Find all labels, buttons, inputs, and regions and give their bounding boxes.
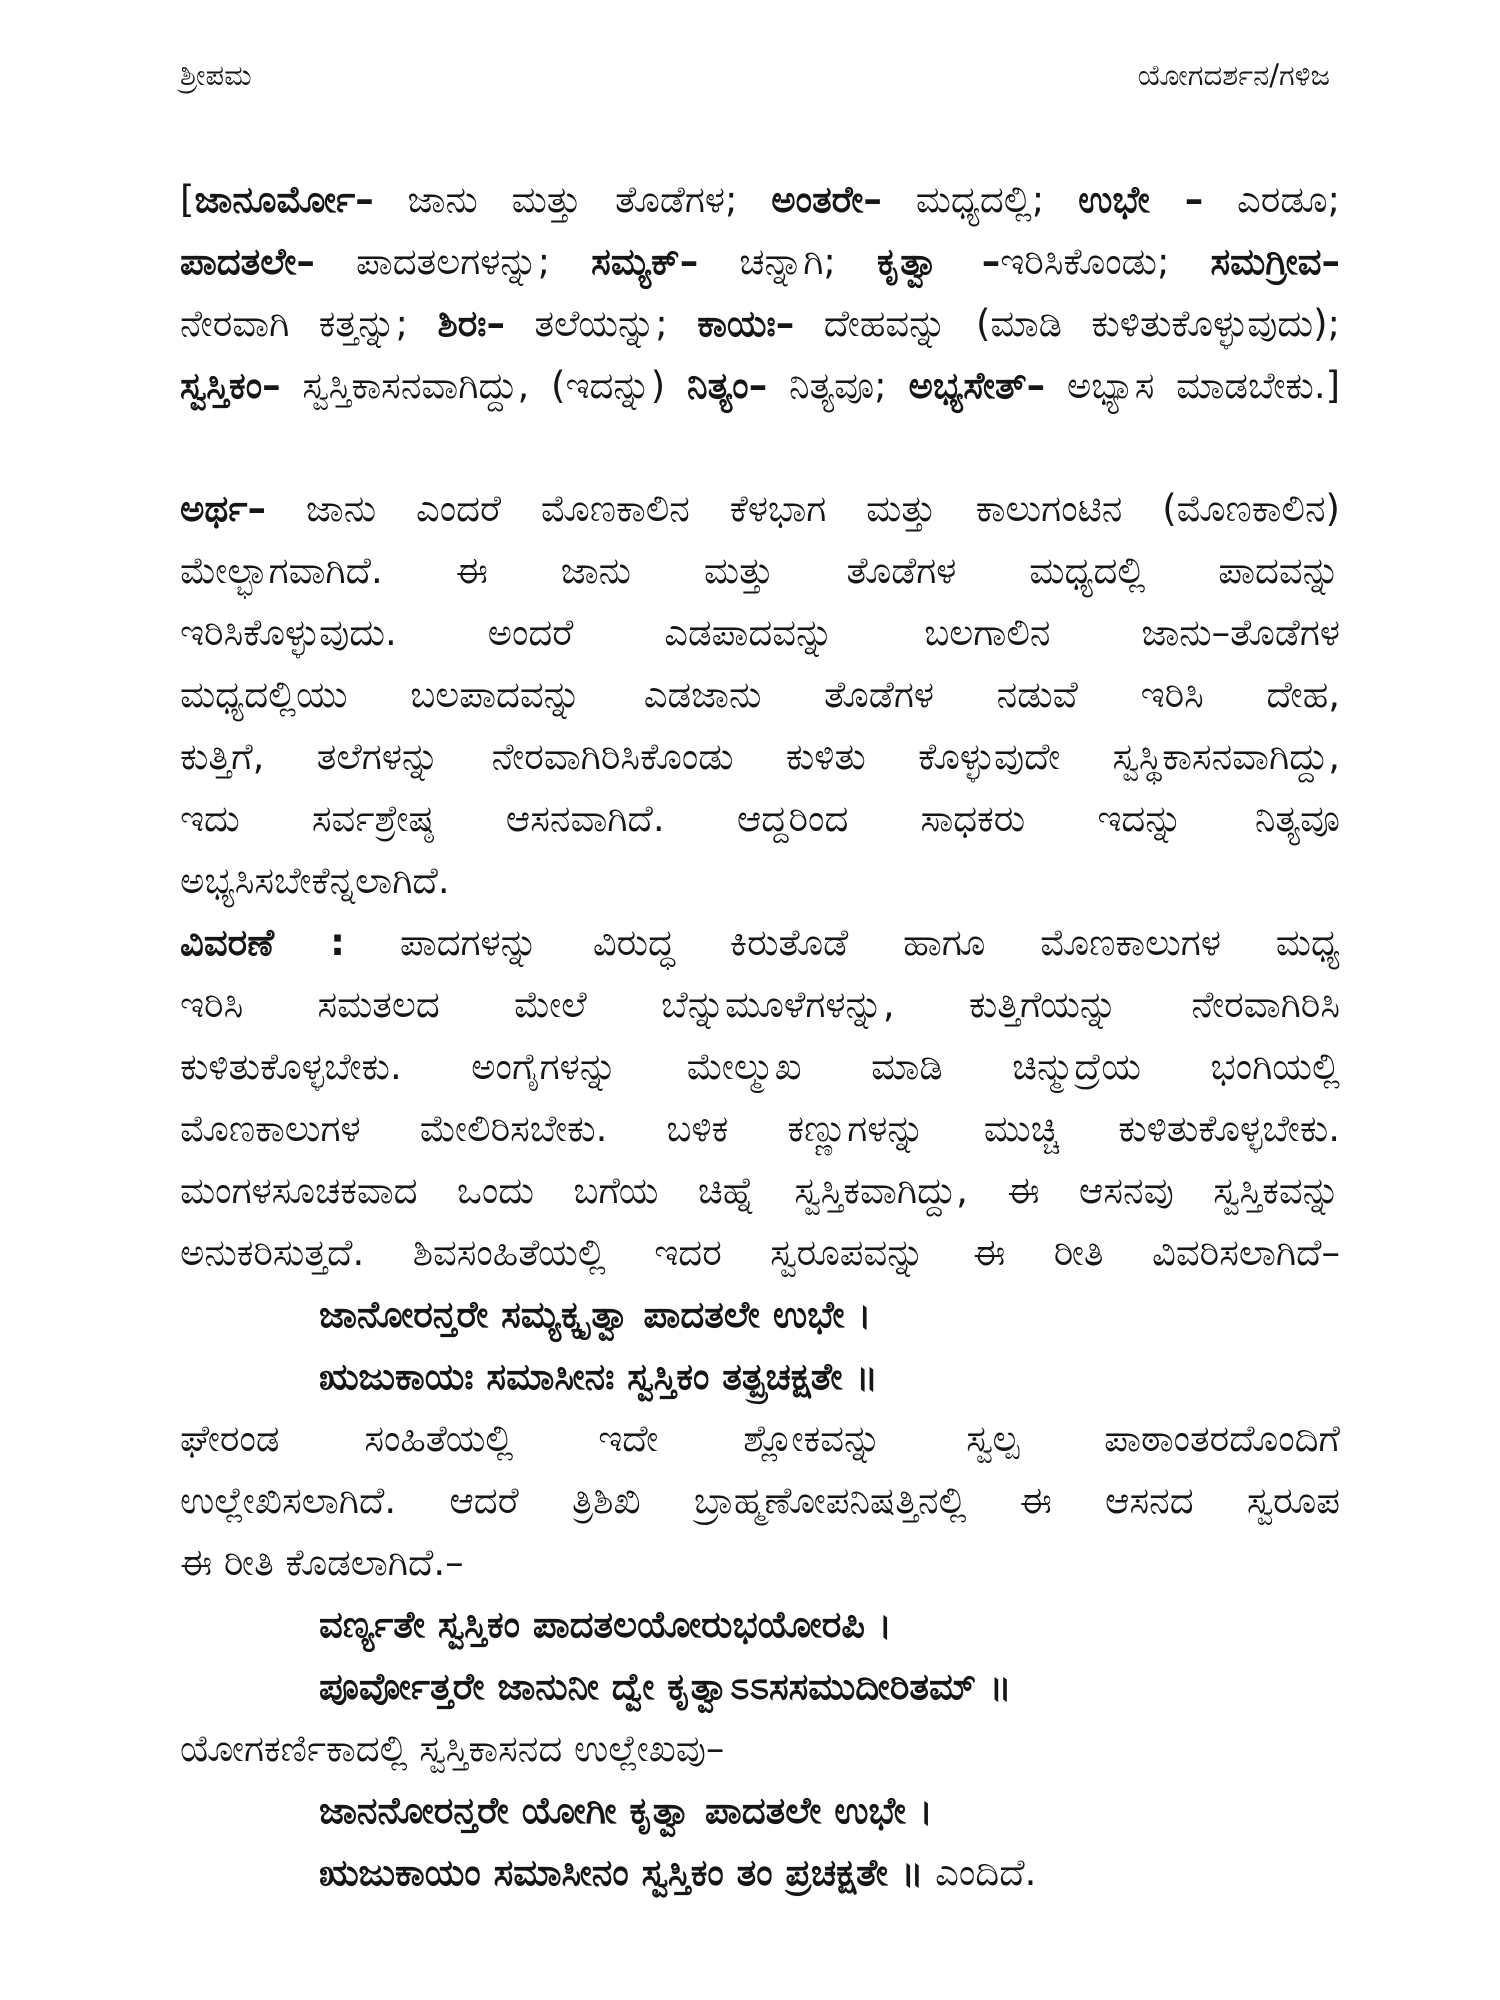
text-line: ಮಧ್ಯದಲ್ಲಿಯು ಬಲಪಾದವನ್ನು ಎಡಜಾನು ತೊಡೆಗಳ ನಡುವೆ ಇರಿಸಿ ದೇಹ, — [180, 673, 1340, 716]
glossary-gloss: ದೇಹವನ್ನು (ಮಾಡಿ ಕುಳಿತುಕೊಳ್ಳುವುದು); — [794, 302, 1340, 345]
glossary-term: ಸ್ವಸ್ತಿಕಂ– — [180, 364, 281, 407]
glossary-term: ಕಾಯಃ– — [697, 302, 795, 345]
text-line: ಕುತ್ತಿಗೆ, ತಲೆಗಳನ್ನು ನೇರವಾಗಿರಿಸಿಕೊಂಡು ಕುಳಿತು ಕೊಳ್ಳುವುದೇ ಸ್ವಸ್ಥಿಕಾಸನವಾಗಿದ್ದು, — [180, 735, 1340, 778]
glossary-line — [180, 169, 1340, 231]
text-line: ಈ ರೀತಿ ಕೊಡಲಾಗಿದೆ.– — [180, 1541, 464, 1584]
text-line: ಇದು ಸರ್ವಶ್ರೇಷ್ಠ ಆಸನವಾಗಿದೆ. ಆದ್ದರಿಂದ ಸಾಧಕರು ಇದನ್ನು ನಿತ್ಯವೂ — [180, 797, 1340, 840]
header-left-text: ಶ್ರೀಪಮ — [180, 58, 252, 92]
verse-line: ಋಜುಕಾಯಃ ಸಮಾಸೀನಃ ಸ್ವಸ್ತಿಕಂ ತತ್ಪ್ರಚಕ್ಷತೇ ॥ — [319, 1355, 878, 1398]
page-body — [180, 169, 1340, 1904]
verse-line: ಜಾನೋರನ್ತರೇ ಸಮ್ಯಕ್ಕೃತ್ವಾ ಪಾದತಲೇ ಉಭೇ । — [319, 1293, 872, 1336]
text-line: ಕುಳಿತುಕೊಳ್ಳಬೇಕು. ಅಂಗೈಗಳನ್ನು ಮೇಲ್ಮುಖ ಮಾಡಿ ಚಿನ್ಮುದ್ರೆಯ ಭಂಗಿಯಲ್ಲಿ — [180, 1045, 1340, 1088]
glossary-paragraph — [180, 169, 1340, 417]
verse-line — [180, 1842, 1340, 1904]
glossary-line — [180, 231, 1340, 293]
yogakarnika-verse — [180, 1780, 1340, 1904]
text-line: ಇರಿಸಿ ಸಮತಲದ ಮೇಲೆ ಬೆನ್ನುಮೂಳೆಗಳನ್ನು, ಕುತ್ತಿಗೆಯನ್ನು ನೇರವಾಗಿರಿಸಿ — [180, 983, 1340, 1026]
meaning-label: ಅರ್ಥ– — [180, 487, 266, 530]
bracket-open: [ — [180, 178, 195, 221]
text-line — [180, 912, 1340, 974]
glossary-gloss: ಸ್ವಸ್ತಿಕಾಸನವಾಗಿದ್ದು, (ಇದನ್ನು) — [280, 364, 688, 407]
explanation-paragraph — [180, 912, 1340, 1284]
glossary-gloss: ಅಭ್ಯಾಸ ಮಾಡಬೇಕು.] — [1045, 364, 1341, 407]
glossary-gloss: ಪಾದತಲಗಳನ್ನು; — [314, 240, 592, 283]
verse-line: ಪೂರ್ವೋತ್ತರೇ ಜಾನುನೀ ದ್ವೇ ಕೃತ್ವಾಽಽಸಸಮುದೀರಿತಮ್ ॥ — [319, 1665, 1012, 1708]
glossary-gloss: ಚನ್ನಾಗಿ; — [698, 240, 877, 283]
verse-suffix: ಎಂದಿದೆ. — [923, 1851, 1037, 1894]
header-right-text: ಯೋಗದರ್ಶನ/ಗಳಿಜ — [1137, 58, 1330, 92]
explanation-label: ವಿವರಣೆ : — [180, 921, 345, 964]
paragraph-gap — [180, 417, 1340, 478]
gheranda-paragraph — [180, 1408, 1340, 1594]
glossary-gloss: ಮಧ್ಯದಲ್ಲಿ; — [881, 178, 1079, 221]
glossary-gloss: ತಲೆಯನ್ನು; — [505, 302, 698, 345]
text-line — [180, 478, 1340, 540]
explanation-text: ಪಾದಗಳನ್ನು ವಿರುದ್ಧ ಕಿರುತೊಡೆ ಹಾಗೂ ಮೊಣಕಾಲುಗಳ ಮಧ್ಯ — [344, 921, 1340, 964]
verse-line: ಜಾನನೋರನ್ತರೇ ಯೋಗೀ ಕೃತ್ವಾ ಪಾದತಲೇ ಉಭೇ । — [319, 1789, 933, 1832]
text-line: ಘೇರಂಡ ಸಂಹಿತೆಯಲ್ಲಿ ಇದೇ ಶ್ಲೋಕವನ್ನು ಸ್ವಲ್ಪ ಪಾಠಾಂತರದೊಂದಿಗೆ — [180, 1417, 1340, 1460]
glossary-term: ಅಭ್ಯಸೇತ್– — [908, 364, 1046, 407]
verse-text: ಋಜುಕಾಯಂ ಸಮಾಸೀನಂ ಸ್ವಸ್ತಿಕಂ ತಂ ಪ್ರಚಕ್ಷತೇ ॥ — [319, 1851, 924, 1894]
text-line: ಮೇಲ್ಭಾಗವಾಗಿದೆ. ಈ ಜಾನು ಮತ್ತು ತೊಡೆಗಳ ಮಧ್ಯದಲ್ಲಿ ಪಾದವನ್ನು — [180, 549, 1340, 592]
text-line: ಅನುಕರಿಸುತ್ತದೆ. ಶಿವಸಂಹಿತೆಯಲ್ಲಿ ಇದರ ಸ್ವರೂಪವನ್ನು ಈ ರೀತಿ ವಿವರಿಸಲಾಗಿದೆ– — [180, 1231, 1340, 1274]
glossary-term: ಸಮಗ್ರೀವ– — [1210, 240, 1340, 283]
meaning-paragraph — [180, 478, 1340, 912]
trishikhi-verse — [180, 1594, 1340, 1718]
running-header — [180, 52, 1330, 98]
yogakarnika-note: ಯೋಗಕರ್ಣಿಕಾದಲ್ಲಿ ಸ್ವಸ್ತಿಕಾಸನದ ಉಲ್ಲೇಖವು– — [180, 1727, 725, 1770]
glossary-gloss: ಎರಡೂ; — [1203, 178, 1340, 221]
glossary-term: ಕೃತ್ವಾ – — [876, 240, 1001, 283]
glossary-term: ಶಿರಃ– — [437, 302, 505, 345]
text-line: ಮೊಣಕಾಲುಗಳ ಮೇಲಿರಿಸಬೇಕು. ಬಳಿಕ ಕಣ್ಣುಗಳನ್ನು ಮುಚ್ಚಿ ಕುಳಿತುಕೊಳ್ಳಬೇಕು. — [180, 1107, 1340, 1150]
glossary-term: ಪಾದತಲೇ– — [180, 240, 315, 283]
glossary-term: ಅಂತರೇ– — [771, 178, 882, 221]
text-line: ಮಂಗಳಸೂಚಕವಾದ ಒಂದು ಬಗೆಯ ಚಿಹ್ನೆ ಸ್ವಸ್ತಿಕವಾಗಿದ್ದು, ಈ ಆಸನವು ಸ್ವಸ್ತಿಕವನ್ನು — [180, 1169, 1340, 1212]
glossary-line — [180, 293, 1340, 355]
shiva-samhita-verse — [180, 1284, 1340, 1408]
text-line: ಉಲ್ಲೇಖಿಸಲಾಗಿದೆ. ಆದರೆ ತ್ರಿಶಿಖಿ ಬ್ರಾಹ್ಮಣೋಪನಿಷತ್ತಿನಲ್ಲಿ ಈ ಆಸನದ ಸ್ವರೂಪ — [180, 1479, 1340, 1522]
glossary-gloss: ನಿತ್ಯವೂ; — [767, 364, 909, 407]
glossary-term: ಉಭೇ – — [1078, 178, 1204, 221]
meaning-text: ಜಾನು ಎಂದರೆ ಮೊಣಕಾಲಿನ ಕೆಳಭಾಗ ಮತ್ತು ಕಾಲುಗಂಟಿನ (ಮೊಣಕಾಲಿನ) — [265, 487, 1340, 530]
glossary-term: ಜಾನೂರ್ಮೋ– — [194, 178, 374, 221]
glossary-term: ನಿತ್ಯಂ– — [687, 364, 768, 407]
glossary-line — [180, 355, 1340, 417]
glossary-term: ಸಮ್ಯಕ್– — [591, 240, 699, 283]
verse-line: ವರ್ಣ್ಯತೇ ಸ್ವಸ್ತಿಕಂ ಪಾದತಲಯೋರುಭಯೋರಪಿ । — [319, 1603, 892, 1646]
glossary-gloss: ನೇರವಾಗಿ ಕತ್ತನ್ನು; — [180, 302, 438, 345]
text-line: ಇರಿಸಿಕೊಳ್ಳುವುದು. ಅಂದರೆ ಎಡಪಾದವನ್ನು ಬಲಗಾಲಿನ ಜಾನು–ತೊಡೆಗಳ — [180, 611, 1340, 654]
glossary-gloss: ಇರಿಸಿಕೊಂಡು; — [1000, 240, 1211, 283]
glossary-gloss: ಜಾನು ಮತ್ತು ತೊಡೆಗಳ; — [373, 178, 772, 221]
text-line: ಅಭ್ಯಸಿಸಬೇಕೆನ್ನಲಾಗಿದೆ. — [180, 859, 450, 902]
